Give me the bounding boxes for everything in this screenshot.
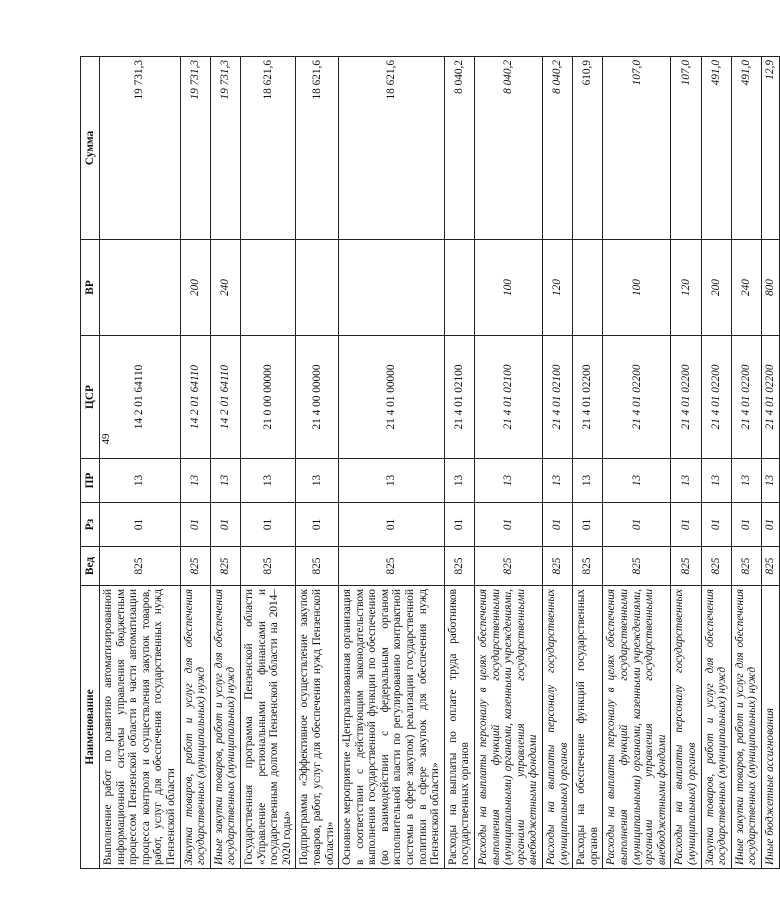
cell-pr: 13 [100,459,181,503]
cell-rz: 01 [296,503,339,547]
cell-rz: 01 [701,503,731,547]
cell-csr: 21 4 01 02200 [603,336,671,459]
cell-ved: 825 [731,547,761,586]
header-sum: Сумма [81,57,100,240]
cell-name: Основное мероприятие «Централизованная организация в соответствии с действующим законодательством выполнения государственной функции по обеспечению (во взаимодействии с федеральным органом исполнительной власти по регулированию контрактной системы в сфере закупок) реализации государственной политики в сфере закупок для обеспечения нужд Пензенской области» [339,586,445,869]
cell-ved: 825 [761,547,779,586]
table-row [296,57,339,869]
cell-ved: 825 [339,547,445,586]
cell-pr: 13 [671,459,701,503]
cell-sum: 8 040,2 [444,57,474,240]
cell-vr: 100 [603,240,671,336]
cell-csr: 21 4 01 02200 [701,336,731,459]
cell-pr: 13 [180,459,210,503]
cell-csr: 21 0 00 00000 [240,336,295,459]
cell-vr: 240 [731,240,761,336]
cell-csr: 14 2 01 64110 [210,336,240,459]
cell-rz: 01 [731,503,761,547]
cell-sum: 18 621,6 [296,57,339,240]
cell-pr: 13 [701,459,731,503]
cell-name: Выполнение работ по развитию автоматизированной информационной системы управления бюджетным процессом Пензенской области в части автоматизации процесса контроля и осуществления закупок товаров, работ, услуг для обеспечения государственных нужд Пензенской области [100,586,181,869]
cell-sum: 18 621,6 [339,57,445,240]
header-name: Наименование [81,586,100,869]
table-body [100,57,780,869]
cell-csr: 14 2 01 64110 [100,336,181,459]
table-row [100,57,181,869]
header-vr: ВР [81,240,100,336]
cell-csr: 21 4 01 00000 [339,336,445,459]
header-ved: Вед [81,547,100,586]
header-csr: ЦСР [81,336,100,459]
cell-name: Расходы на выплаты персоналу в целях обеспечения выполнения функций государственными (муниципальными) органами, казенными учреждениями, органами управления государственными внебюджетными фондами [603,586,671,869]
table-row [240,57,295,869]
table-row [761,57,779,869]
cell-sum: 19 731,3 [210,57,240,240]
cell-ved: 825 [603,547,671,586]
cell-sum: 610,9 [573,57,603,240]
cell-sum: 18 621,6 [240,57,295,240]
cell-sum: 19 731,3 [180,57,210,240]
cell-vr: 120 [671,240,701,336]
cell-ved: 825 [100,547,181,586]
cell-pr: 13 [210,459,240,503]
table-header-row [81,57,100,869]
cell-rz: 01 [761,503,779,547]
header-pr: ПР [81,459,100,503]
cell-pr: 13 [573,459,603,503]
cell-sum: 8 040,2 [475,57,543,240]
budget-table [80,56,780,869]
table-row [701,57,731,869]
cell-vr [339,240,445,336]
table-row [475,57,543,869]
table-row [210,57,240,869]
cell-sum: 491,0 [701,57,731,240]
rotated-page [80,57,776,869]
cell-rz: 01 [444,503,474,547]
header-rz: Рз [81,503,100,547]
cell-name: Иные закупки товаров, работ и услуг для обеспечения государственных (муниципальных) нужд [210,586,240,869]
cell-csr: 21 4 01 02100 [444,336,474,459]
cell-ved: 825 [701,547,731,586]
cell-pr: 13 [240,459,295,503]
cell-vr [296,240,339,336]
cell-sum: 12,9 [761,57,779,240]
cell-sum: 491,0 [731,57,761,240]
cell-vr [100,240,181,336]
cell-vr: 200 [701,240,731,336]
cell-vr [573,240,603,336]
cell-ved: 825 [240,547,295,586]
cell-csr: 21 4 01 02100 [475,336,543,459]
cell-csr: 21 4 01 02200 [761,336,779,459]
cell-name: Государственная программа Пензенской области «Управление региональными финансами и государственным долгом Пензенской области на 2014–2020 годы» [240,586,295,869]
table-row [731,57,761,869]
cell-ved: 825 [210,547,240,586]
cell-sum: 107,0 [671,57,701,240]
cell-vr: 200 [180,240,210,336]
cell-csr: 21 4 01 02200 [731,336,761,459]
cell-csr: 21 4 00 00000 [296,336,339,459]
cell-vr: 800 [761,240,779,336]
cell-ved: 825 [180,547,210,586]
cell-pr: 13 [543,459,573,503]
cell-rz: 01 [573,503,603,547]
cell-rz: 01 [603,503,671,547]
cell-csr: 21 4 01 02200 [671,336,701,459]
cell-pr: 13 [731,459,761,503]
table-row [543,57,573,869]
cell-rz: 01 [240,503,295,547]
cell-ved: 825 [543,547,573,586]
table-row [339,57,445,869]
cell-name: Подпрограмма «Эффективное осуществление закупок товаров, работ, услуг для обеспечения нужд Пензенской области» [296,586,339,869]
cell-csr: 21 4 01 02200 [573,336,603,459]
cell-rz: 01 [543,503,573,547]
cell-sum: 19 731,3 [100,57,181,240]
cell-pr: 13 [339,459,445,503]
cell-name: Закупка товаров, работ и услуг для обеспечения государственных (муниципальных) нужд [180,586,210,869]
cell-sum: 107,0 [603,57,671,240]
cell-vr: 120 [543,240,573,336]
cell-pr: 13 [603,459,671,503]
cell-name: Расходы на обеспечение функций государственных органов [573,586,603,869]
cell-rz: 01 [180,503,210,547]
cell-csr: 21 4 01 02100 [543,336,573,459]
cell-ved: 825 [671,547,701,586]
table-row [444,57,474,869]
cell-ved: 825 [573,547,603,586]
cell-name: Расходы на выплаты персоналу в целях обеспечения выполнения функций государственными (муниципальными) органами, казенными учреждениями, органами управления государственными внебюджетными фондами [475,586,543,869]
table-row [671,57,701,869]
cell-name: Расходы на выплаты персоналу государственных (муниципальных) органов [671,586,701,869]
cell-vr [444,240,474,336]
cell-vr: 240 [210,240,240,336]
cell-pr: 13 [444,459,474,503]
cell-vr [240,240,295,336]
cell-rz: 01 [339,503,445,547]
cell-pr: 13 [475,459,543,503]
cell-ved: 825 [296,547,339,586]
table-row [180,57,210,869]
cell-ved: 825 [444,547,474,586]
cell-rz: 01 [671,503,701,547]
cell-name: Закупка товаров, работ и услуг для обеспечения государственных (муниципальных) нужд [701,586,731,869]
page-number: 49 [100,433,112,445]
cell-pr: 13 [296,459,339,503]
cell-vr: 100 [475,240,543,336]
cell-name: Иные бюджетные ассигнования [761,586,779,869]
cell-name: Расходы на выплаты персоналу государственных (муниципальных) органов [543,586,573,869]
cell-rz: 01 [100,503,181,547]
cell-name: Иные закупки товаров, работ и услуг для обеспечения государственных (муниципальных) нужд [731,586,761,869]
cell-ved: 825 [475,547,543,586]
cell-sum: 8 040,2 [543,57,573,240]
table-row [573,57,603,869]
rotated-content [80,57,776,869]
cell-csr: 14 2 01 64110 [180,336,210,459]
cell-pr: 13 [761,459,779,503]
cell-name: Расходы на выплаты по оплате труда работников государственных органов [444,586,474,869]
table-row [603,57,671,869]
cell-rz: 01 [210,503,240,547]
cell-rz: 01 [475,503,543,547]
